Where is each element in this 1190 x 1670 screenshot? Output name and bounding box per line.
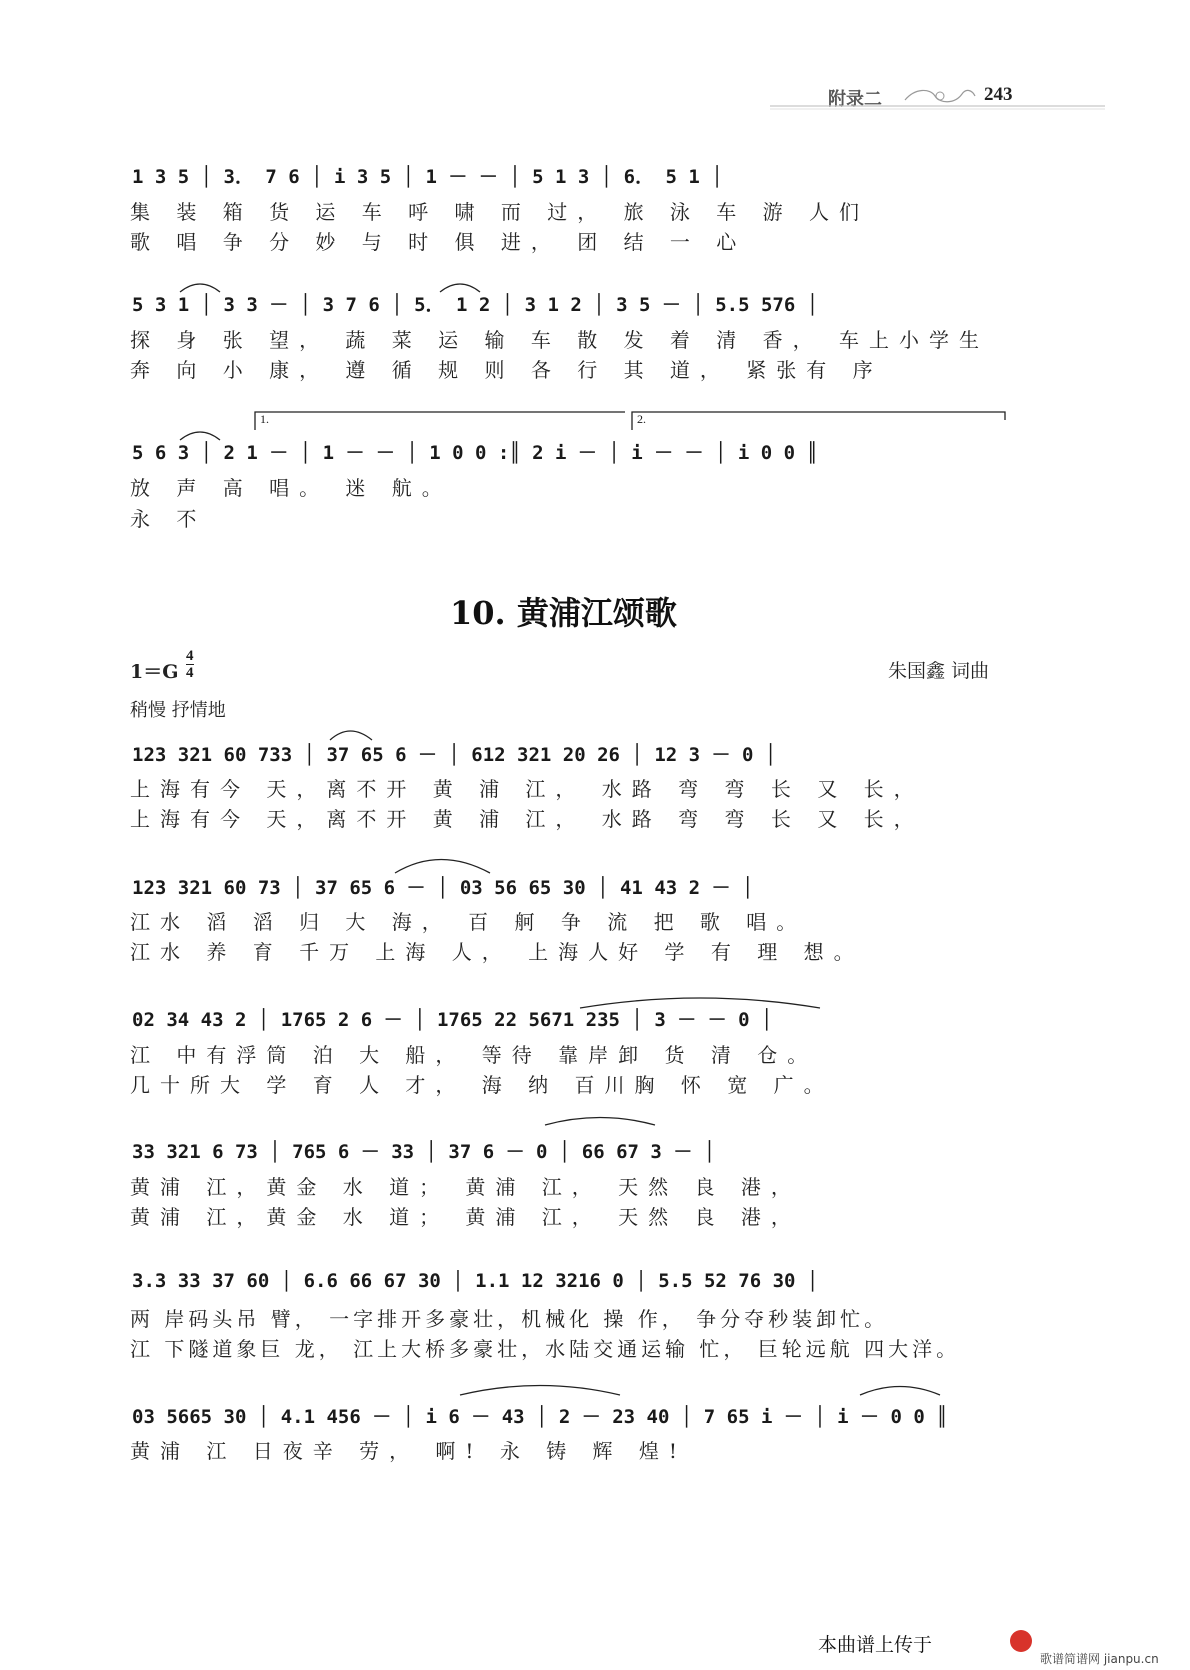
footer-logo-icon — [1010, 1630, 1032, 1652]
notation-line: 123 321 60 733 │ 37 65 6 － │ 612 321 20 26 │ 12 3 － 0 │ — [132, 744, 777, 766]
time-top: 4 — [186, 648, 194, 664]
lyric-line: 两 岸码头吊 臂， 一字排开多豪壮，机械化 操 作， 争分夺秒装卸忙。 — [130, 1307, 889, 1331]
volta-1-label: 1. — [260, 412, 269, 426]
lyric-line: 上海有今 天，离不开 黄 浦 江， 水路 弯 弯 长 又 长， — [130, 777, 924, 801]
lyric-line: 探 身 张 望， 蔬 菜 运 输 车 散 发 着 清 香， 车上小学生 — [130, 328, 990, 352]
song-title: 10. 黄浦江颂歌 — [450, 594, 677, 632]
notation-line: 5 6 3 │ 2 1 － │ 1 － － │ 1 0 0 :║ 2 i － │ i － － │ i 0 0 ║ — [132, 442, 818, 464]
time-bottom: 4 — [186, 665, 194, 681]
page-number: 243 — [984, 84, 1013, 105]
lyric-line: 歌 唱 争 分 妙 与 时 俱 进， 团 结 一 心 — [130, 230, 747, 254]
lyric-line: 江水 滔 滔 归 大 海， 百 舸 争 流 把 歌 唱。 — [130, 910, 807, 934]
lyric-line: 上海有今 天，离不开 黄 浦 江， 水路 弯 弯 长 又 长， — [130, 807, 924, 831]
lyric-line: 黄浦 江，黄金 水 道； 黄浦 江， 天然 良 港， — [130, 1205, 801, 1229]
lyric-line: 黄浦 江，黄金 水 道； 黄浦 江， 天然 良 港， — [130, 1175, 801, 1199]
lyric-line: 黄浦 江 日夜辛 劳， 啊! 永 铸 辉 煌! — [130, 1439, 687, 1463]
notation-line: 5 3 1 │ 3 3 － │ 3 7 6 │ 5． 1 2 │ 3 1 2 │ 3 5 － │ 5.5 576 │ — [132, 294, 819, 316]
lyric-line: 几十所大 学 育 人 才， 海 纳 百川胸 怀 宽 广。 — [130, 1073, 834, 1097]
notation-line: 03 5665 30 │ 4.1 456 － │ i 6 － 43 │ 2 － 23 40 │ 7 65 i － │ i － 0 0 ║ — [132, 1406, 948, 1428]
footer-upload-text: 本曲谱上传于 — [818, 1634, 933, 1656]
footer-site: 歌谱简谱网 jianpu.cn — [1040, 1652, 1159, 1666]
notation-line: 02 34 43 2 │ 1765 2 6 － │ 1765 22 5671 235 │ 3 － － 0 │ — [132, 1009, 773, 1031]
author-credit: 朱国鑫 词曲 — [888, 660, 990, 682]
key-signature: 1＝G — [130, 661, 179, 683]
notation-line: 1 3 5 │ 3． 7 6 │ i 3 5 │ 1 － － │ 5 1 3 │ 6． 5 1 │ — [132, 166, 723, 188]
notation-line: 3.3 33 37 60 │ 6.6 66 67 30 │ 1.1 12 3216 0 │ 5.5 52 76 30 │ — [132, 1270, 819, 1292]
lyric-line: 江 中有浮筒 泊 大 船， 等待 靠岸卸 货 清 仓。 — [130, 1043, 818, 1067]
tempo-marking: 稍慢 抒情地 — [130, 700, 226, 721]
notation-line: 123 321 60 73 │ 37 65 6 － │ 03 56 65 30 │ 41 43 2 － │ — [132, 877, 754, 899]
lyric-line: 永 不 — [130, 507, 207, 531]
notation-line: 33 321 6 73 │ 765 6 － 33 │ 37 6 － 0 │ 66 67 3 － │ — [132, 1141, 716, 1163]
section-label: 附录二 — [828, 89, 882, 109]
lyric-line: 放 声 高 唱。 迷 航。 — [130, 476, 452, 500]
lyric-line: 江 下隧道象巨 龙， 江上大桥多豪壮，水陆交通运输 忙， 巨轮远航 四大洋。 — [130, 1337, 961, 1361]
lyric-line: 集 装 箱 货 运 车 呼 啸 而 过， 旅 泳 车 游 人们 — [130, 200, 870, 224]
volta-2-label: 2. — [637, 412, 646, 426]
lyric-line: 江水 养 育 千万 上海 人， 上海人好 学 有 理 想。 — [130, 940, 864, 964]
lyric-line: 奔 向 小 康， 遵 循 规 则 各 行 其 道， 紧张有 序 — [130, 358, 883, 382]
